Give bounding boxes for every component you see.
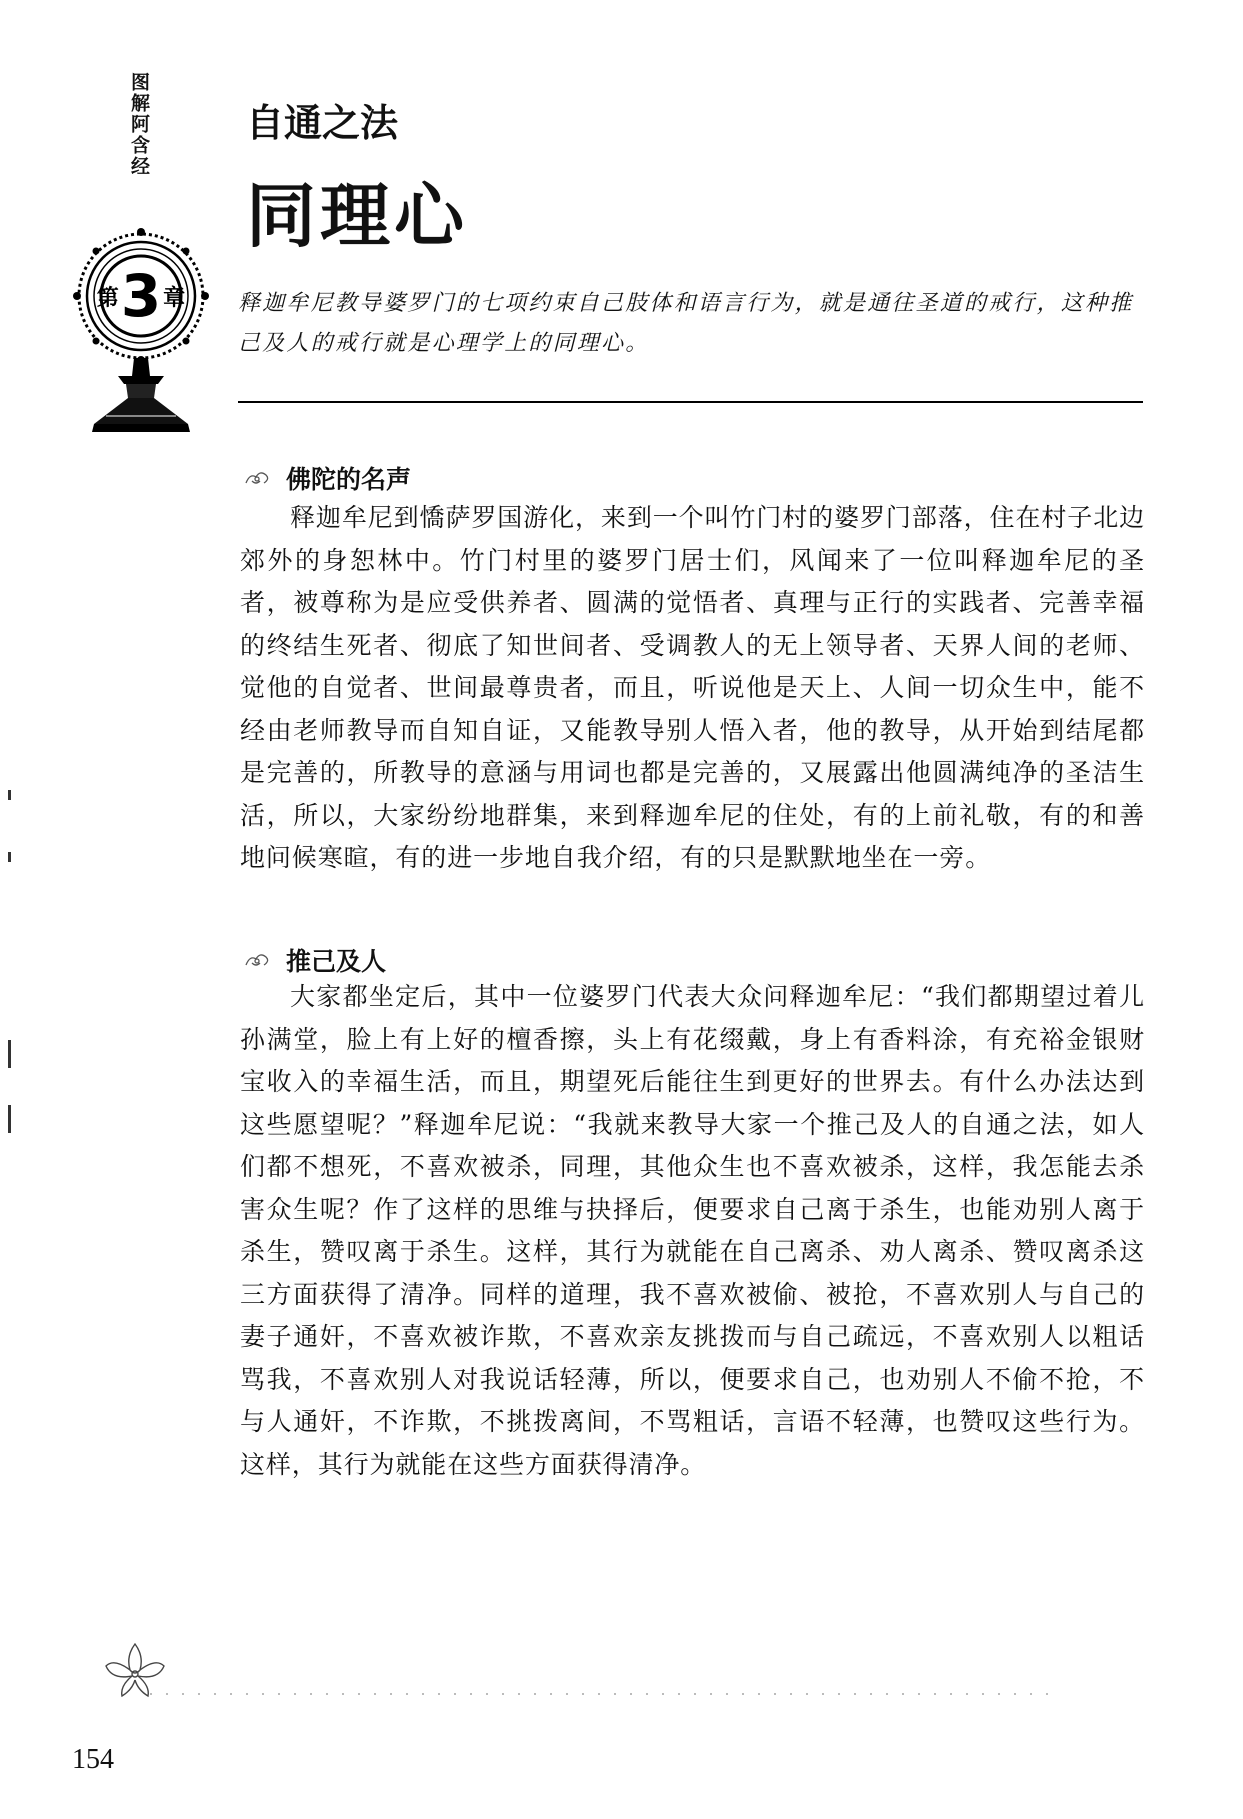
scan-edge-mark	[8, 790, 11, 800]
section-flower-icon	[242, 949, 272, 971]
intro-summary: 释迦牟尼教导婆罗门的七项约束自己肢体和语言行为，就是通往圣道的戒行，这种推己及人的戒行就是心理学上的同理心。	[238, 291, 1134, 356]
chapter-prefix: 第	[96, 285, 119, 311]
section-heading	[242, 942, 386, 978]
chapter-badge-icon	[66, 226, 216, 440]
chapter-badge-label	[66, 262, 216, 330]
section-flower-icon	[242, 467, 272, 489]
book-title: 图解阿含经	[128, 72, 150, 177]
section-body	[240, 497, 1145, 880]
page-number: 154	[72, 1744, 114, 1775]
scan-edge-mark	[8, 852, 11, 862]
scan-edge-mark	[8, 1040, 11, 1068]
paragraph-text: 释迦牟尼到憍萨罗国游化，来到一个叫竹门村的婆罗门部落，住在村子北边郊外的身恕林中。竹门村里的婆罗门居士们，风闻来了一位叫释迦牟尼的圣者，被尊称为是应受供养者、圆满的觉悟者、真理与正行的实践者、完善幸福的终结生死者、彻底了知世间者、受调教人的无上领导者、天界人间的老师、觉他的自觉者、世间最尊贵者，而且，听说他是天上、人间一切众生中，能不经由老师教导而自知自证，又能教导别人悟入者，他的教导，从开始到结尾都是完善的，所教导的意涵与用词也都是完善的，又展露出他圆满纯净的圣洁生活，所以，大家纷纷地群集，来到释迦牟尼的住处，有的上前礼敬，有的和善地问候寒暄，有的进一步地自我介绍，有的只是默默地坐在一旁。	[240, 503, 1145, 872]
decorative-dotted-line	[150, 1690, 1050, 1698]
paragraph-text: 大家都坐定后，其中一位婆罗门代表大众问释迦牟尼：“我们都期望过着儿孙满堂，脸上有上好的檀香擦，头上有花缀戴，身上有香料涂，有充裕金银财宝收入的幸福生活，而且，期望死后能往生到更好的世界去。有什么办法达到这些愿望呢？”释迦牟尼说：“我就来教导大家一个推己及人的自通之法，如人们都不想死，不喜欢被杀，同理，其他众生也不喜欢被杀，这样，我怎能去杀害众生呢？作了这样的思维与抉择后，便要求自己离于杀生，也能劝别人离于杀生，赞叹离于杀生。这样，其行为就能在自己离杀、劝人离杀、赞叹离杀这三方面获得了清净。同样的道理，我不喜欢被偷、被抢，不喜欢别人与自己的妻子通奸，不喜欢被诈欺，不喜欢亲友挑拨而与自己疏远，不喜欢别人以粗话骂我，不喜欢别人对我说话轻薄，所以，便要求自己，也劝别人不偷不抢，不与人通奸，不诈欺，不挑拨离间，不骂粗话，言语不轻薄，也赞叹这些行为。这样，其行为就能在这些方面获得清净。	[240, 982, 1145, 1479]
section-body	[240, 976, 1145, 1486]
section-heading-text: 佛陀的名声	[286, 465, 412, 494]
scan-edge-mark	[8, 1105, 11, 1133]
section-heading	[242, 460, 411, 496]
divider-rule	[238, 401, 1143, 403]
chapter-number: 3	[120, 262, 162, 330]
page-title: 同理心	[246, 175, 468, 257]
chapter-suffix: 章	[163, 285, 186, 311]
page-subtitle: 自通之法	[246, 101, 399, 145]
section-heading-text: 推己及人	[286, 947, 387, 976]
